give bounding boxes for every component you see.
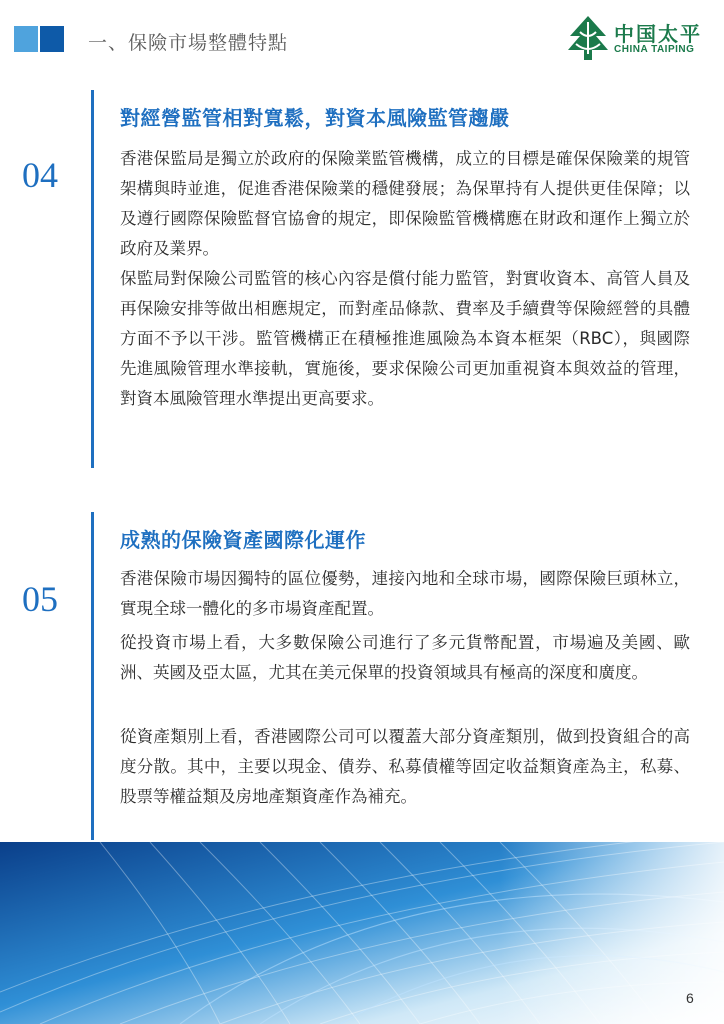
section-05	[0, 512, 724, 842]
section-title: 對經營監管相對寬鬆，對資本風險監管趨嚴	[120, 106, 510, 130]
chapter-title: 一、保險市場整體特點	[88, 32, 289, 54]
section-number: 04	[22, 155, 58, 195]
section-divider-line	[91, 512, 94, 840]
footer-decorative-band	[0, 842, 724, 1024]
page-number: 6	[686, 990, 694, 1006]
china-taiping-logo	[566, 14, 706, 62]
header-square-light	[14, 26, 38, 52]
section-number: 05	[22, 579, 58, 619]
section-paragraph: 從資產類別上看，香港國際公司可以覆蓋大部分資產類別，做到投資組合的高度分散。其中，主要以現金、債券、私募債權等固定收益類資產為主，私募、股票等權益類及房地產類資產作為補充。	[120, 727, 690, 806]
section-paragraph: 保監局對保險公司監管的核心內容是償付能力監管，對實收資本、高管人員及再保險安排等做出相應規定，而對產品條款、費率及手續費等保險經營的具體方面不予以干涉。監管機構正在積極推進風險為本資本框架（RBC），與國際先進風險管理水準接軌，實施後，要求保險公司更加重視資本與效益的管理，對資本風險管理水準提出更高要求。	[120, 269, 690, 408]
section-title: 成熟的保險資產國際化運作	[120, 528, 366, 552]
section-paragraph: 從投資市場上看，大多數保險公司進行了多元貨幣配置，市場遍及美國、歐洲、英國及亞太區，尤其在美元保單的投資領域具有極高的深度和廣度。	[120, 633, 690, 682]
header-decoration	[14, 26, 64, 52]
header-square-dark	[40, 26, 64, 52]
section-paragraph: 香港保險市場因獨特的區位優勢，連接內地和全球市場，國際保險巨頭林立，實現全球一體化的多市場資產配置。	[120, 569, 690, 618]
logo-text-chinese: 中国太平	[614, 22, 702, 46]
section-paragraph: 香港保監局是獨立於政府的保險業監管機構，成立的目標是確保保險業的規管架構與時並進，促進香港保險業的穩健發展；為保單持有人提供更佳保障；以及遵行國際保險監督官協會的規定，即保險監管機構應在財政和運作上獨立於政府及業界。	[120, 149, 690, 258]
tree-logo-icon	[566, 14, 610, 62]
section-divider-line	[91, 90, 94, 468]
logo-text-english: CHINA TAIPING	[614, 44, 695, 55]
architecture-graphic	[0, 842, 724, 1024]
section-04	[0, 90, 724, 470]
